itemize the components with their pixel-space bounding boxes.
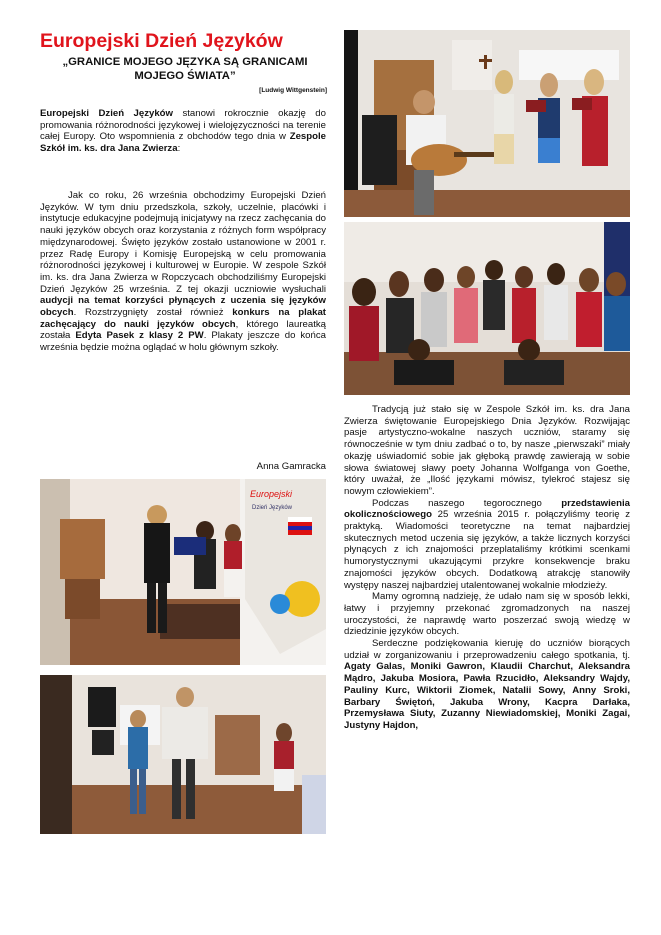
article1: [40, 190, 326, 354]
article1-bold-konkurs: konkurs na plakat zachęcający do nauki języków obcych: [40, 307, 326, 330]
intro-end: :: [177, 143, 181, 155]
intro-school: Zespole Szkół im. ks. dra Jana Zwierza: [40, 131, 326, 155]
article1-author: Anna Gamracka: [256, 461, 326, 472]
photo-presenters: [40, 479, 326, 665]
article2-paragraph-3: Mamy ogromną nadzieję, że udało nam się w sposób lekki, łatwy i przyjemny przekonać zgromadzonych na naszej uroczystości, że naprawdę warto poszerzać swoją wiedzę w dziedzinie języków obcych.: [344, 591, 630, 638]
article1-text-c: , którego laureatką została: [40, 318, 327, 342]
intro-paragraph: [40, 108, 326, 155]
article1-paragraph: [40, 190, 326, 354]
article2: [344, 404, 630, 732]
photo-guitar: [344, 30, 630, 217]
article1-text-b: . Rozstrzygnięty został również: [73, 307, 233, 319]
article2-p2-bold: przedstawienia okolicznościowego: [344, 497, 630, 521]
photo-scene: [40, 675, 326, 834]
article2-p4-text: Serdeczne podziękowania kieruję do uczniów biorących udział w zorganizowaniu i przeprowadzeniu całego spotkania, tj.: [344, 638, 630, 661]
article2-p2-text-a: Podczas naszego tegorocznego: [372, 497, 562, 509]
subtitle-line-1: „GRANICE MOJEGO JĘZYKA SĄ GRANICAMI: [62, 56, 308, 68]
page-title: Europejski Dzień Języków: [40, 30, 283, 52]
intro-bold-start: Europejski Dzień Języków: [40, 108, 173, 119]
intro-text: stanowi rokrocznie okazję do promowania różnorodności językowej i wielojęzyczności na terenie całej Europy. Oto wspomnienia z obchodów tego dnia w: [40, 108, 326, 143]
quote-source: [Ludwig Wittgenstein]: [259, 87, 327, 94]
article1-text-d: . Plakaty jeszcze do końca września będzie można oglądać w holu głównym szkoły.: [40, 330, 326, 354]
photo-group: [344, 222, 630, 395]
poster-line1: Europejski: [250, 489, 293, 499]
article2-p4-names: Agaty Galas, Moniki Gawron, Klaudii Charchut, Aleksandra Mądro, Jakuba Mosiora, Pawła Rzucidło, Aleksandry Wajdy, Pauliny Kurc, Wiktorii Ziomek, Natalii Sowy, Anny Sroki, Barbary Świętoń, Jakuba Wrony, Kacpra Darłaka, Przemysława Siuty, Zuzanny Niewiadomskiej, Moniki Zagai, Justyny Hajdon,: [344, 661, 630, 731]
subtitle: [40, 55, 330, 83]
subtitle-line-2: MOJEGO ŚWIATA”: [134, 70, 236, 82]
article2-paragraph-1: Tradycją już stało się w Zespole Szkół im. ks. dra Jana Zwierza świętowanie Europejskiego Dnia Języków. Rozwijając pasje artystyczno-wokalne naszych uczniów, staramy się równocześnie w tym dniu zadbać o to, by nasze „pierwszaki” miały okazję uświadomić sobie jak głęboką prawdę zawierają w sobie słowa światowej sławy poety Johanna Wolfganga von Goethe, który uważał, że „Ilość językami mówisz, tylekroć stajesz się nowym człowiekiem”.: [344, 404, 630, 497]
article1-bold-laureat: Edyta Pasek z klasy 2 PW: [75, 330, 204, 342]
article2-p2-text-b: 25 września 2015 r. połączyliśmy teorię z praktyką. Wiadomości teoretyczne na temat najbardziej skutecznych metod uczenia się języków, a także licznych korzyści płynących z ich znajomości przeplataliśmy krótkimi scenkami humorystycznymi ukazującymi przykre konsekwencje braku znajomości języków obcych. Dodatkową atrakcję stanowiły występy naszej najbardziej utalentowanej wokalnie młodzieży.: [344, 509, 630, 591]
poster-line2: Dzień Języków: [252, 505, 293, 511]
article1-bold-audycja: audycji na temat korzyści płynących z uczenia się języków obcych: [40, 295, 326, 319]
article1-text-a: Jak co roku, 26 września obchodzimy Europejski Dzień Języków. W tym dniu przedszkola, szkoły, uczelnie, placówki i instytucje edukacyjne podejmują inicjatywy na rzecz zachęcania do nauki języków obcych oraz korzystania z różnych form współpracy międzynarodowej. Święto języków zostało ustanowione w 2001 r. przez Radę Europy i Komisję Europejską w celu promowania różnorodności językowej i kulturowej w Europie. W zespole Szkół im. ks. dra Jana Zwierza w Ropczycach obchodziliśmy Europejski Dzień Języków 25 września. Z tej okazji uczniowie wysłuchali: [40, 190, 326, 295]
article2-paragraph-4: [344, 638, 630, 732]
article2-paragraph-2: [344, 498, 630, 592]
